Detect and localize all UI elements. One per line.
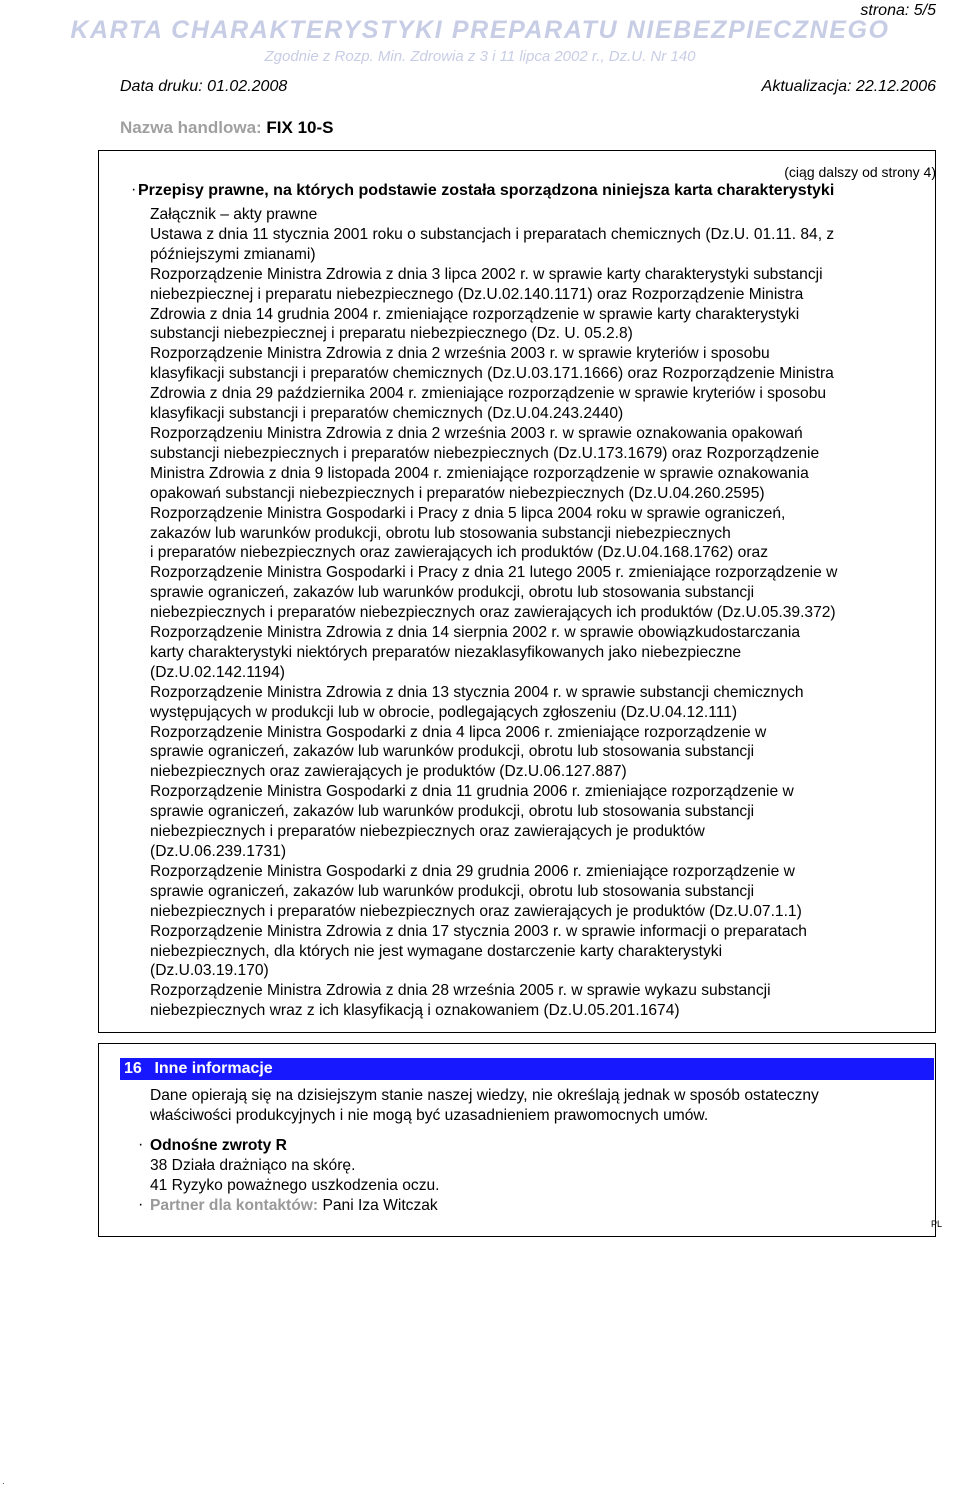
regulation-line: niebezpiecznej i preparatu niebezpiecznego (Dz.U.02.140.1171) oraz Rozporządzenie Ministra (150, 285, 804, 303)
trade-name-label: Nazwa handlowa: (120, 118, 262, 137)
regulation-line: Rozporządzenie Ministra Gospodarki i Pracy z dnia 5 lipca 2004 roku w sprawie ograniczeń, (150, 504, 786, 522)
regulation-line: Ustawa z dnia 11 stycznia 2001 roku o substancjach i preparatach chemicznych (Dz.U. 01.11. 84, z (150, 225, 835, 243)
regulation-line: Rozporządzenie Ministra Zdrowia z dnia 17 stycznia 2003 r. w sprawie informacji o preparatach (150, 922, 807, 940)
regulation-line: Zdrowia z dnia 29 października 2004 r. zmieniające rozporządzenie w sprawie kryteriów i sposobu (150, 385, 827, 403)
trade-name (120, 118, 334, 138)
regulation-line: sprawie ograniczeń, zakazów lub warunków produkcji, obrotu lub stosowania substancji (150, 803, 755, 821)
regulation-line: niebezpiecznych i preparatów niebezpiecznych oraz zawierających je produktów (150, 823, 705, 841)
regulation-line: Rozporządzeniu Ministra Zdrowia z dnia 2 września 2003 r. w sprawie oznakowania opakowań (150, 424, 803, 442)
section-16-intro (150, 1086, 930, 1126)
r-phrase-item: 41 Ryzyko poważnego uszkodzenia oczu. (150, 1177, 440, 1194)
regulation-line: niebezpiecznych i preparatów niebezpiecznych oraz zawierających je produktów (Dz.U.07.1.1) (150, 902, 802, 920)
regulation-line: Rozporządzenie Ministra Zdrowia z dnia 28 września 2005 r. w sprawie wykazu substancji (150, 982, 771, 1000)
document-subtitle: Zgodnie z Rozp. Min. Zdrowia z 3 i 11 lipca 2002 r., Dz.U. Nr 140 (264, 48, 696, 65)
regulation-line: sprawie ograniczeń, zakazów lub warunków produkcji, obrotu lub stosowania substancji (150, 882, 755, 900)
print-date: Data druku: 01.02.2008 (120, 78, 288, 95)
contact-label: Partner dla kontaktów: (150, 1197, 319, 1214)
regulation-line: klasyfikacji substancji i preparatów chemicznych (Dz.U.03.171.1666) oraz Rozporządzenie Ministra (150, 365, 834, 383)
trade-name-value: FIX 10-S (266, 118, 334, 137)
regulation-line: niebezpiecznych wraz z ich klasyfikacją i oznakowaniem (Dz.U.05.201.1674) (150, 1002, 680, 1020)
regulation-line: opakowań substancji niebezpiecznych i preparatów niebezpiecznych (Dz.U.04.260.2595) (150, 484, 765, 502)
regulation-line: Rozporządzenie Ministra Gospodarki z dnia 11 grudnia 2006 r. zmieniające rozporządzenie w (150, 783, 794, 801)
regulation-line: Zdrowia z dnia 14 grudnia 2004 r. zmieniające rozporządzenie w sprawie karty charakterystyki (150, 305, 800, 323)
regulation-line: Rozporządzenie Ministra Gospodarki z dnia 4 lipca 2006 r. zmieniające rozporządzenie w (150, 723, 767, 741)
r-phrases-heading: Odnośne zwroty R (150, 1137, 287, 1154)
regulation-line: występujących w produkcji lub w obrocie, podlegających zgłoszeniu (Dz.U.04.12.111) (150, 703, 738, 721)
regulation-line: i preparatów niebezpiecznych oraz zawierających ich produktów (Dz.U.04.168.1762) oraz (150, 544, 769, 562)
section-15-heading: Przepisy prawne, na których podstawie została sporządzona niniejsza karta charakterystyki (138, 182, 835, 199)
regulation-line: niebezpiecznych, dla których nie jest wymagane dostarczenie karty charakterystyki (150, 942, 723, 960)
regulation-line: klasyfikacji substancji i preparatów chemicznych (Dz.U.04.243.2440) (150, 405, 624, 423)
r-phrase-item: 38 Działa drażniąco na skórę. (150, 1157, 356, 1174)
corner-mark: · (2, 1479, 5, 1488)
section-16-title: Inne informacje (154, 1060, 273, 1077)
regulation-line: Ministra Zdrowia z dnia 9 listopada 2004 r. zmieniające rozporządzenie w sprawie oznakowania (150, 464, 809, 482)
update-date: Aktualizacja: 22.12.2006 (761, 78, 936, 95)
page-number: strona: 5/5 (860, 2, 936, 19)
regulation-line: Rozporządzenie Ministra Gospodarki z dnia 29 grudnia 2006 r. zmieniające rozporządzenie w (150, 862, 795, 880)
regulation-line: zakazów lub warunków produkcji, obrotu lub stosowania substancji niebezpiecznych (150, 524, 731, 542)
regulation-line: Rozporządzenie Ministra Gospodarki i Pracy z dnia 21 lutego 2005 r. zmieniające rozporządzenie w (150, 564, 838, 582)
regulation-line: Rozporządzenie Ministra Zdrowia z dnia 3 lipca 2002 r. w sprawie karty charakterystyki substancji (150, 265, 823, 283)
regulation-line: niebezpiecznych oraz zawierających je produktów (Dz.U.06.127.887) (150, 763, 627, 781)
intro-line: Dane opierają się na dzisiejszym stanie naszej wiedzy, nie określają jednak w sposób ostateczny (150, 1087, 819, 1104)
contact-value: Pani Iza Witczak (322, 1197, 438, 1214)
regulation-line: karty charakterystyki niektórych preparatów niezaklasyfikowanych jako niebezpieczne (150, 643, 742, 661)
regulation-line: substancji niebezpiecznej i preparatu niebezpiecznego (Dz. U. 05.2.8) (150, 325, 633, 343)
intro-line: właściwości produkcyjnych i nie mogą być uzasadnieniem prawomocnych umów. (150, 1107, 709, 1124)
contact-bullet: · (138, 1196, 144, 1213)
section-15-body (150, 205, 940, 1021)
regulation-line: sprawie ograniczeń, zakazów lub warunków produkcji, obrotu lub stosowania substancji (150, 584, 755, 602)
continued-note: (ciąg dalszy od strony 4) (784, 164, 936, 180)
regulation-line: sprawie ograniczeń, zakazów lub warunków produkcji, obrotu lub stosowania substancji (150, 743, 755, 761)
language-code: PL (930, 1219, 942, 1229)
regulation-line: Rozporządzenie Ministra Zdrowia z dnia 13 stycznia 2004 r. w sprawie substancji chemicznych (150, 683, 804, 701)
regulation-line: niebezpiecznych i preparatów niebezpiecznych oraz zawierających ich produktów (Dz.U.05.39.372) (150, 604, 836, 622)
regulation-line: Załącznik – akty prawne (150, 206, 318, 223)
document-title: KARTA CHARAKTERYSTYKI PREPARATU NIEBEZPIECZNEGO (70, 16, 890, 44)
contact-row (150, 1196, 438, 1216)
regulation-line: (Dz.U.02.142.1194) (150, 663, 285, 681)
regulation-line: Rozporządzenie Ministra Zdrowia z dnia 2 września 2003 r. w sprawie kryteriów i sposobu (150, 345, 770, 363)
section-16-number: 16 (124, 1060, 142, 1077)
regulation-line: (Dz.U.03.19.170) (150, 962, 269, 980)
regulation-line: późniejszymi zmianami) (150, 245, 316, 263)
regulation-line: (Dz.U.06.239.1731) (150, 843, 287, 860)
section-16-header (120, 1058, 934, 1080)
r-phrases-bullet: · (138, 1136, 144, 1153)
section-15-bullet: · (131, 181, 137, 198)
regulation-line: substancji niebezpiecznych i preparatów niebezpiecznych (Dz.U.173.1679) oraz Rozporządzenie (150, 444, 820, 462)
regulation-line: Rozporządzenie Ministra Zdrowia z dnia 14 sierpnia 2002 r. w sprawie obowiązkudostarczania (150, 624, 801, 642)
